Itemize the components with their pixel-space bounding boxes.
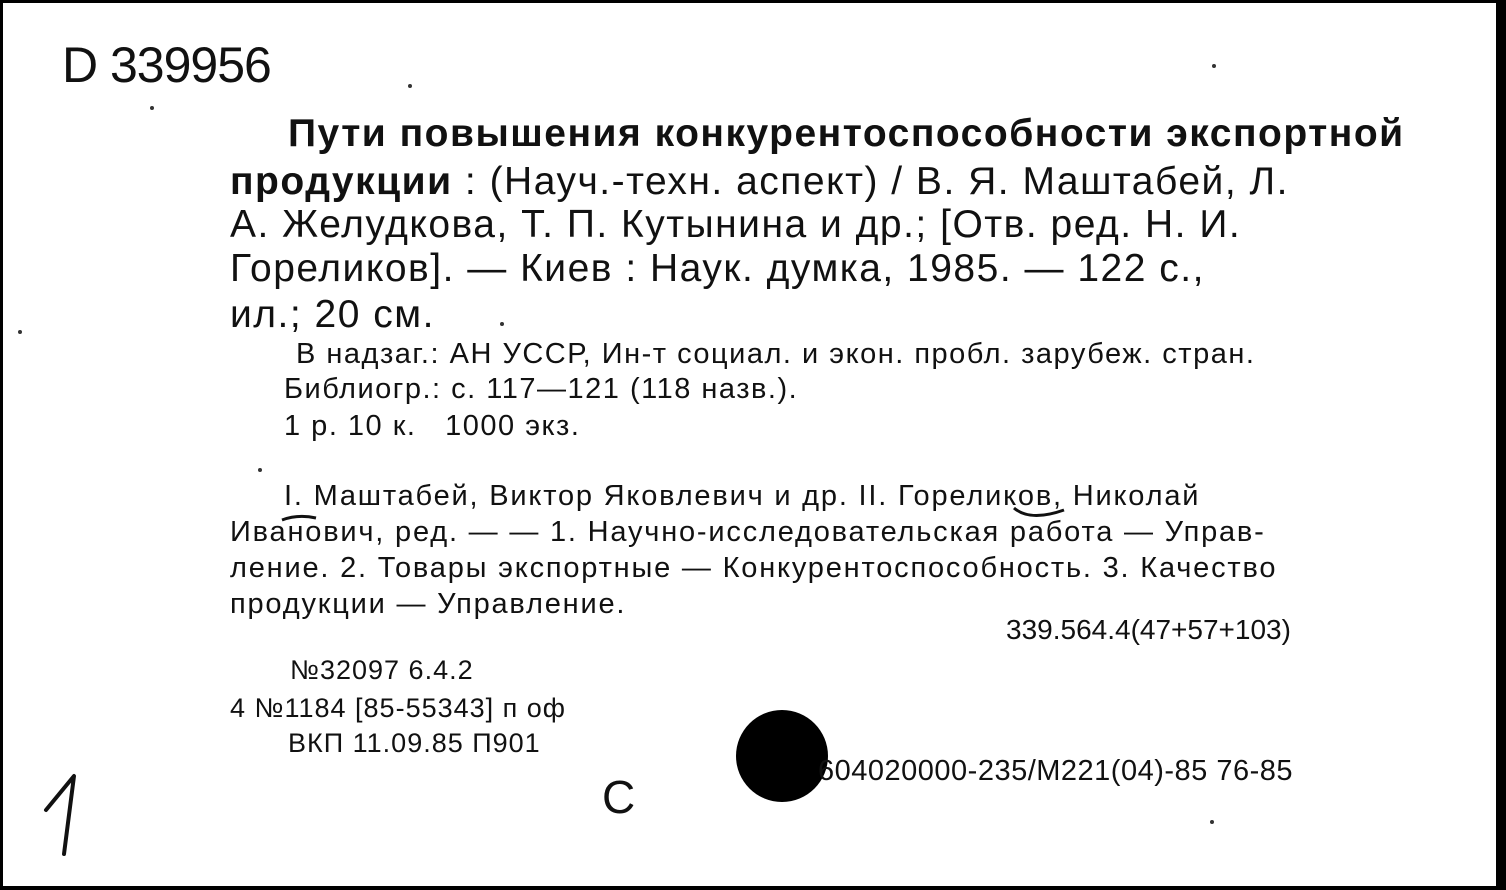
title-line-5	[230, 293, 435, 337]
underline-mark-2	[1010, 504, 1070, 524]
title-rest-4: Гореликов]. — Киев : Наук. думка, 1985. — 122 с.,	[230, 247, 1205, 290]
subject-line-1: I. Маштабей, Виктор Яковлевич и др. II. Гореликов, Николай	[284, 480, 1201, 512]
meta-line-1: №32097 6.4.2	[290, 655, 474, 685]
subject-line-3: ление. 2. Товары экспортные — Конкурентоспособность. 3. Качество	[230, 552, 1278, 584]
underline-mark-1	[280, 508, 320, 524]
note-line-2: Библиогр.: с. 117—121 (118 назв.).	[284, 373, 799, 405]
title-line-3	[230, 203, 1241, 247]
meta-line-2: 4 №1184 [85-55343] п оф	[230, 693, 567, 723]
index-code: 604020000-235/М221(04)-85 76-85	[818, 755, 1294, 787]
udc-number: 339.564.4(47+57+103)	[1006, 614, 1291, 645]
speck	[1210, 820, 1214, 824]
title-line-2	[230, 160, 1289, 204]
title-rest-2: : (Науч.-техн. аспект) / В. Я. Маштабей, Л.	[452, 160, 1289, 203]
card-edge-left	[0, 0, 3, 890]
speck	[408, 84, 412, 88]
card-number: D 339956	[62, 37, 271, 93]
speck	[150, 106, 154, 110]
punch-hole	[736, 710, 828, 802]
note-line-3: 1 р. 10 к. 1000 экз.	[284, 410, 581, 442]
title-rest-3: А. Желудкова, Т. П. Кутынина и др.; [Отв. ред. Н. И.	[230, 203, 1242, 246]
card-edge-top	[0, 0, 1506, 3]
subject-line-2: Иванович, ред. — — 1. Научно-исследовательская работа — Управ-	[230, 516, 1266, 548]
speck	[18, 330, 22, 334]
subject-line-4: продукции — Управление.	[230, 588, 627, 620]
speck	[258, 468, 262, 472]
c-mark: С	[602, 771, 636, 823]
title-line-4	[230, 247, 1205, 291]
title-rest-5: ил.; 20 см.	[230, 293, 435, 336]
speck	[1212, 64, 1216, 68]
meta-line-3: ВКП 11.09.85 П901	[288, 728, 541, 758]
card-edge-bottom	[0, 886, 1506, 890]
note-line-1: В надзаг.: АН УССР, Ин-т социал. и экон. пробл. зарубеж. стран.	[296, 338, 1256, 370]
card-edge-right	[1496, 0, 1506, 890]
title-line-1	[288, 112, 1405, 156]
speck	[500, 322, 504, 326]
title-bold-1: Пути повышения конкурентоспособности экспортной	[288, 112, 1405, 155]
title-bold-2: продукции	[230, 160, 453, 203]
handwritten-one	[38, 770, 88, 860]
